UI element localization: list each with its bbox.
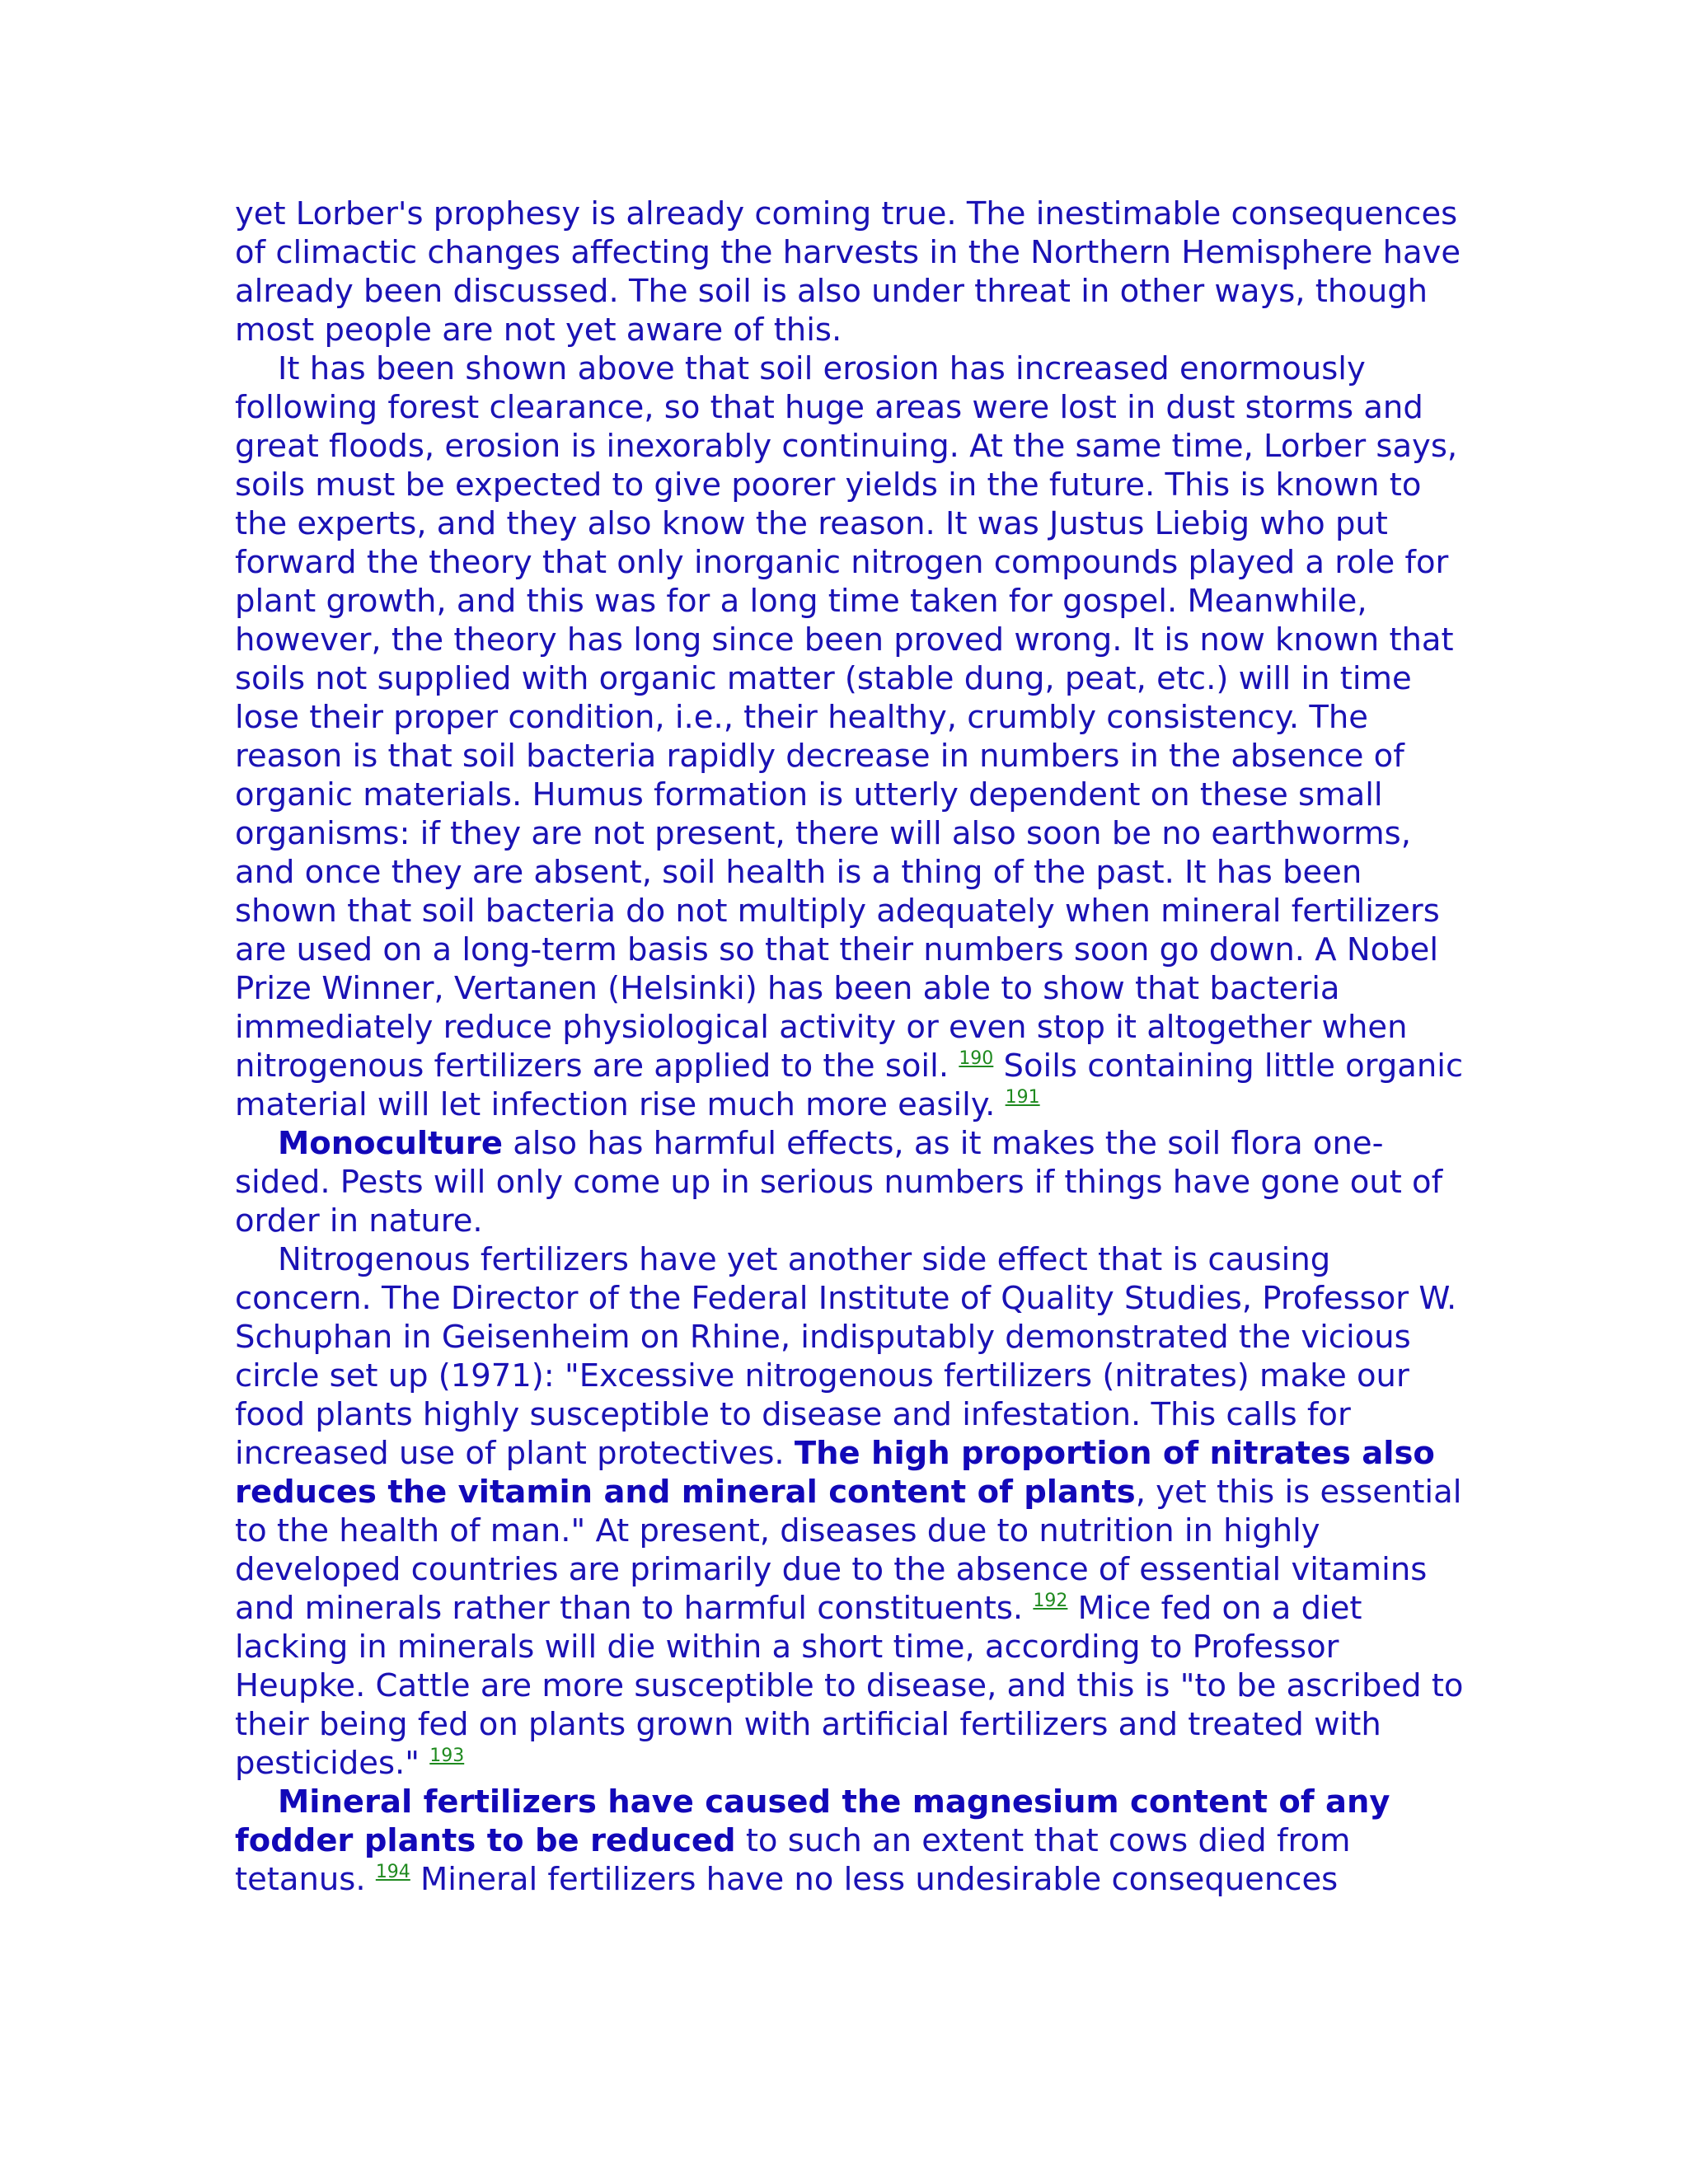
paragraph-2: [235, 349, 1471, 1124]
text-span: Mineral fertilizers have no less undesirable consequences: [410, 1861, 1339, 1898]
text-span: Soils containing little organic material will let infection rise much more easily.: [235, 1047, 1464, 1123]
bold-term-monoculture: Monoculture: [278, 1125, 503, 1162]
text-span: also has harmful effects, as it makes the soil flora one-sided. Pests will only come up in serious numbers if things have gone out of order in nature.: [235, 1125, 1443, 1240]
paragraph-3: [235, 1124, 1471, 1240]
footnote-link-190[interactable]: 190: [959, 1048, 994, 1069]
paragraph-4: [235, 1240, 1471, 1783]
text-span: to such an extent that cows died from tetanus.: [235, 1822, 1351, 1898]
text-span: It has been shown above that soil erosion has increased enormously following forest clearance, so that huge areas were lost in dust storms and great floods, erosion is inexorably continuing. At the same time, Lorber says, soils must be expected to give poorer yields in the future. This is known to the experts, and they also know the reason. It was Justus Liebig who put forward the theory that only inorganic nitrogen compounds played a role for plant growth, and this was for a long time taken for gospel. Meanwhile, however, the theory has long since been proved wrong. It is now known that soils not supplied with organic matter (stable dung, peat, etc.) will in time lose their proper condition, i.e., their healthy, crumbly consistency. The reason is that soil bacteria rapidly decrease in numbers in the absence of organic materials. Humus formation is utterly dependent on these small organisms: if they are not present, there will also soon be no earthworms, and once they are absent, soil health is a thing of the past. It has been shown that soil bacteria do not multiply adequately when mineral fertilizers are used on a long-term basis so that their numbers soon go down. A Nobel Prize Winner, Vertanen (Helsinki) has been able to show that bacteria immediately reduce physiological activity or even stop it altogether when nitrogenous fertilizers are applied to the soil.: [235, 350, 1458, 1085]
text-span: Mice fed on a diet lacking in minerals will die within a short time, according to Professor Heupke. Cattle are more susceptible to disease, and this is "to be ascribed to their being fed on plants grown with artificial fertilizers and treated with pesticides.": [235, 1590, 1464, 1782]
text-span: , yet this is essential to the health of man." At present, diseases due to nutrition in highly developed countries are primarily due to the absence of essential vitamins and minerals rather than to harmful constituents.: [235, 1474, 1462, 1627]
footnote-link-193[interactable]: 193: [429, 1746, 465, 1766]
bold-emphasis-magnesium: Mineral fertilizers have caused the magnesium content of any fodder plants to be reduced: [235, 1783, 1390, 1859]
document-page: [235, 194, 1471, 1899]
text-span: yet Lorber's prophesy is already coming true. The inestimable consequences of climactic changes affecting the harvests in the Northern Hemisphere have already been discussed. The soil is also under threat in other ways, though most people are not yet aware of this.: [235, 195, 1461, 349]
footnote-link-192[interactable]: 192: [1033, 1591, 1068, 1611]
footnote-link-194[interactable]: 194: [375, 1862, 410, 1882]
text-span: Nitrogenous fertilizers have yet another side effect that is causing concern. The Director of the Federal Institute of Quality Studies, Professor W. Schuphan in Geisenheim on Rhine, indisputably demonstrated the vicious circle set up (1971): "Excessive nitrogenous fertilizers (nitrates) make our food plants highly susceptible to disease and infestation. This calls for increased use of plant protectives.: [235, 1241, 1457, 1472]
bold-emphasis-nitrates: The high proportion of nitrates also reduces the vitamin and mineral content of plants: [235, 1435, 1435, 1511]
paragraph-5: [235, 1783, 1471, 1899]
paragraph-1: [235, 194, 1471, 349]
footnote-link-191[interactable]: 191: [1005, 1087, 1040, 1108]
